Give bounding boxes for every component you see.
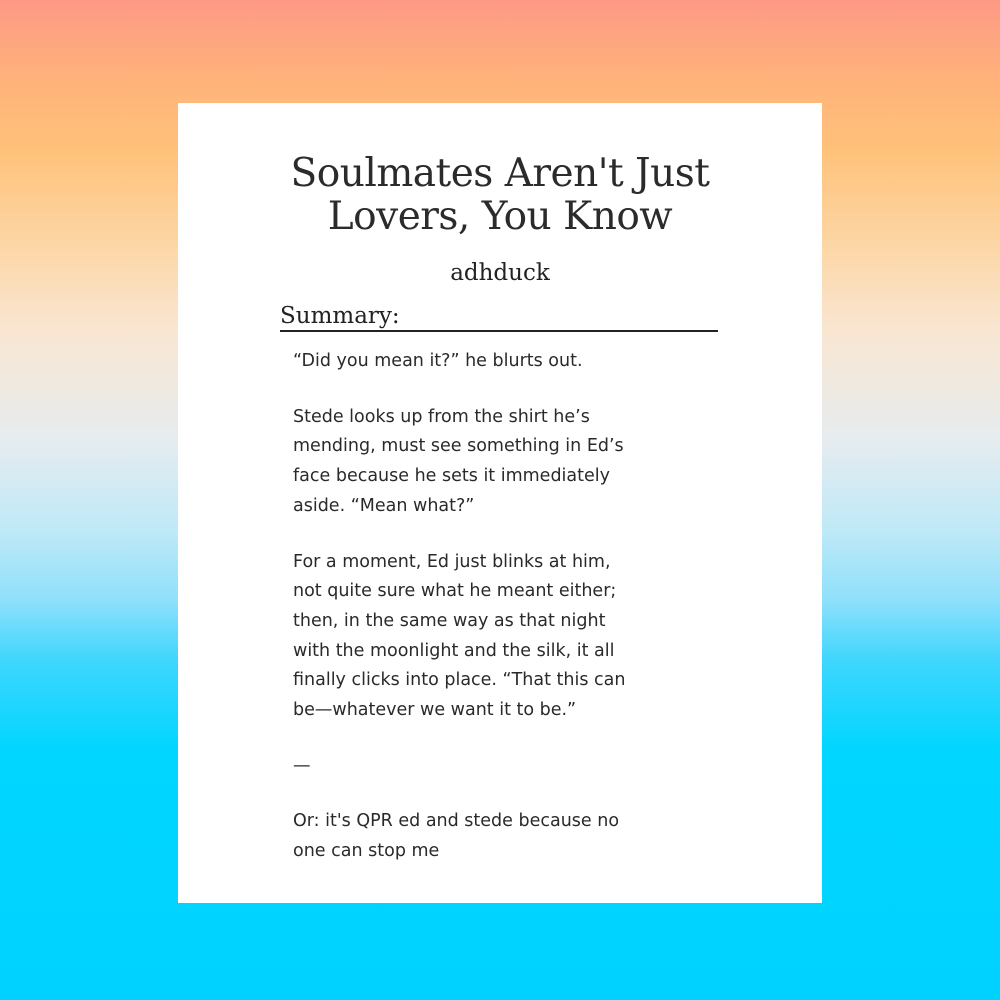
summary-line: finally clicks into place. “That this can [293,670,626,691]
summary-line: aside. “Mean what?” [293,495,475,516]
summary-line: one can stop me [293,841,440,862]
summary-line: “Did you mean it?” he blurts out. [293,351,583,371]
summary-paragraph [293,752,733,782]
summary-line: face because he sets it immediately [293,466,610,487]
work-title [0,152,1000,238]
summary-line: — [293,755,311,776]
summary-line: Or: it's QPR ed and stede because no [293,811,620,832]
summary-line: not quite sure what he meant either; [293,581,617,602]
summary-body [293,347,733,893]
summary-line: then, in the same way as that night [293,610,606,631]
summary-paragraph [293,347,733,377]
summary-line: For a moment, Ed just blinks at him, [293,551,611,572]
summary-heading: Summary: [280,302,718,332]
summary-line: Stede looks up from the shirt he’s [293,406,590,427]
summary-line: mending, must see something in Ed’s [293,436,624,457]
summary-paragraph [293,548,733,726]
summary-paragraph [293,403,733,522]
title-line: Lovers, You Know [327,194,673,239]
summary-paragraph [293,807,733,866]
author-name: adhduck [450,260,550,286]
title-line: Soulmates Aren't Just [290,151,710,196]
summary-line: with the moonlight and the silk, it all [293,640,615,661]
summary-line: be—whatever we want it to be.” [293,700,577,721]
